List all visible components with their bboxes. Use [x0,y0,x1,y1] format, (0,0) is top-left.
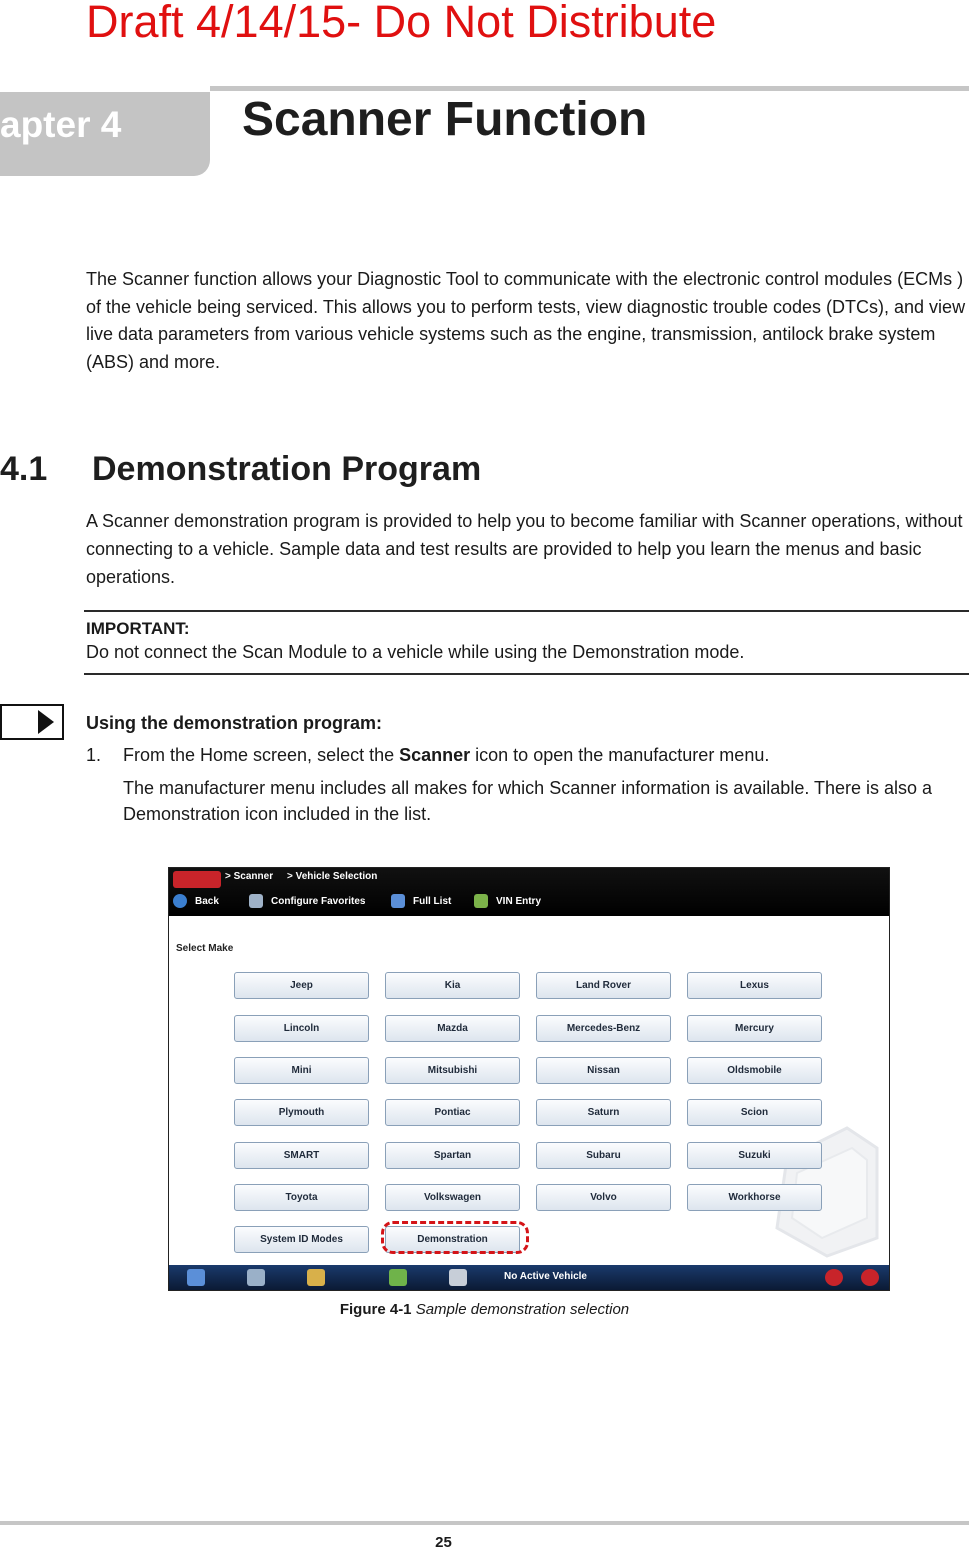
procedure-title: Using the demonstration program: [86,713,383,733]
screenshot-titlebar [169,868,889,916]
vehicle-icon[interactable] [389,1269,407,1286]
make-button-subaru[interactable]: Subaru [536,1142,671,1169]
important-top-rule [84,610,969,612]
important-label: IMPORTANT: [86,619,190,638]
step-text: From the Home screen, select the Scanner icon to open the manufacturer menu. [123,745,770,765]
brand-logo [173,871,221,888]
make-button-plymouth[interactable]: Plymouth [234,1099,369,1126]
intro-paragraph: The Scanner function allows your Diagnostic Tool to communicate with the electronic control modules (ECMs ) of the vehicle being serviced. This allows you to perform tests, view diagnostic trouble codes (DTCs), and view live data parameters from various vehicle systems such as the engine, transmission, antilock brake system (ABS) and more. [86,269,966,372]
step-number: 1. [86,745,102,765]
draft-watermark: Draft 4/14/15- Do Not Distribute [86,0,717,47]
breadcrumb-scanner[interactable]: > Scanner [225,871,274,882]
printer-icon[interactable] [449,1269,467,1286]
chapter-tab-label: apter 4 [0,104,122,145]
section-heading [0,450,481,489]
back-arrow-icon [173,894,187,908]
chapter-tab [0,92,210,176]
vin-icon [474,894,488,908]
make-button-mitsubishi[interactable]: Mitsubishi [385,1057,520,1084]
snapshot-icon[interactable] [825,1269,843,1286]
make-button-volvo[interactable]: Volvo [536,1184,671,1211]
page-number: 25 [435,1534,452,1551]
system-id-modes-button[interactable]: System ID Modes [234,1226,369,1253]
connection-icon[interactable] [861,1269,879,1286]
make-button-suzuki[interactable]: Suzuki [687,1142,822,1169]
make-button-workhorse[interactable]: Workhorse [687,1184,822,1211]
figure-caption [0,1301,969,1318]
important-bottom-rule [84,673,969,675]
breadcrumb-vehicle-selection[interactable]: > Vehicle Selection [287,871,378,882]
section-paragraph: A Scanner demonstration program is provided to help you to become familiar with Scanner operations, without connecting to a vehicle. Sample data and test results are provided to help you learn the menus and basic operations. [86,511,963,587]
data-icon[interactable] [247,1269,265,1286]
step-subtext: The manufacturer menu includes all makes for which Scanner information is available. There is also a Demonstration icon included in the list. [123,778,933,824]
chapter-title: Scanner Function [242,93,648,146]
make-button-kia[interactable]: Kia [385,972,520,999]
list-icon [391,894,405,908]
make-button-lexus[interactable]: Lexus [687,972,822,999]
make-button-jeep[interactable]: Jeep [234,972,369,999]
vin-entry-button[interactable]: VIN Entry [474,894,541,908]
favorites-icon [249,894,263,908]
make-button-smart[interactable]: SMART [234,1142,369,1169]
make-button-oldsmobile[interactable]: Oldsmobile [687,1057,822,1084]
configure-favorites-button[interactable]: Configure Favorites [249,894,365,908]
make-button-lincoln[interactable]: Lincoln [234,1015,369,1042]
scanner-screenshot [168,867,890,1291]
select-make-label: Select Make [176,943,234,954]
make-button-mercury[interactable]: Mercury [687,1015,822,1042]
make-button-toyota[interactable]: Toyota [234,1184,369,1211]
back-button[interactable]: Back [173,894,219,908]
home-icon[interactable] [187,1269,205,1286]
footer-rule [0,1521,969,1525]
procedure-arrow-icon [0,704,64,740]
make-button-volkswagen[interactable]: Volkswagen [385,1184,520,1211]
make-button-saturn[interactable]: Saturn [536,1099,671,1126]
figure-label: Figure 4-1 [339,1301,412,1318]
make-button-mini[interactable]: Mini [234,1057,369,1084]
full-list-button[interactable]: Full List [391,894,451,908]
make-button-land-rover[interactable]: Land Rover [536,972,671,999]
section-title: Demonstration Program [92,450,482,488]
make-button-mercedes-benz[interactable]: Mercedes-Benz [536,1015,671,1042]
make-button-nissan[interactable]: Nissan [536,1057,671,1084]
figure-text: Sample demonstration selection [415,1301,630,1318]
make-button-pontiac[interactable]: Pontiac [385,1099,520,1126]
tools-icon[interactable] [307,1269,325,1286]
important-text: Do not connect the Scan Module to a vehicle while using the Demonstration mode. [86,642,745,662]
header-rule [210,86,969,91]
section-number: 4.1 [0,450,48,488]
demonstration-highlight [381,1221,529,1254]
screenshot-bottombar [169,1265,889,1290]
vehicle-status: No Active Vehicle [504,1271,587,1282]
make-button-scion[interactable]: Scion [687,1099,822,1126]
make-button-spartan[interactable]: Spartan [385,1142,520,1169]
make-button-mazda[interactable]: Mazda [385,1015,520,1042]
demonstration-button[interactable]: Demonstration [385,1226,520,1253]
